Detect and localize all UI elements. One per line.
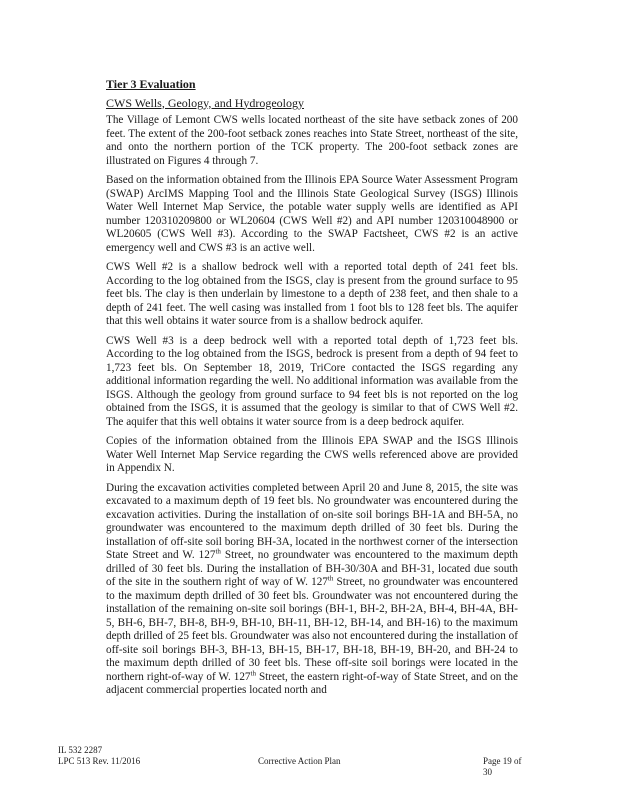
superscript: th (327, 574, 334, 583)
paragraph-appendix-reference: Copies of the information obtained from the Illinois EPA SWAP and the ISGS Illinois Water Well Internet Map Service regarding the CWS wells referenced above are provided in Appendix N. (106, 435, 518, 474)
footer-form-revision: LPC 513 Rev. 11/2016 (58, 755, 141, 766)
footer-form-number: IL 532 2287 (58, 745, 103, 755)
text-run: Street, the eastern right-of-way of State Street, and on the adjacent commercial properties located north and (106, 670, 518, 696)
footer-document-title: Corrective Action Plan (258, 756, 341, 766)
section-heading: Tier 3 Evaluation (106, 77, 196, 91)
footer-page-number: Page 19 of 30 (483, 756, 522, 777)
paragraph-cws-well-3: CWS Well #3 is a deep bedrock well with a reported total depth of 1,723 feet bls. According to the log obtained from the ISGS, bedrock is present from a depth of 94 feet to 1,723 feet bls. On September 18, 2019, TriCore contacted the ISGS regarding any additional information regarding the well. No additional information was available from the ISGS. Although the geology from ground surface to 94 feet bls is not reported on the log obtained from the ISGS, it is assumed that the geology is similar to that of CWS Well #2. The aquifer that this well obtains it water source from is a deep bedrock aquifer. (106, 334, 518, 428)
paragraph-groundwater (106, 482, 518, 698)
text-run: Street, no groundwater was encountered to the maximum depth drilled of 30 feet bls. During the installation of BH-30/30A and BH-31, located due south of the site in the southern right of way of W. 127 (106, 549, 518, 588)
paragraph-well-identification: Based on the information obtained from the Illinois EPA Source Water Assessment Program (SWAP) ArcIMS Mapping Tool and the Illinois State Geological Survey (ISGS) Illinois Water Well Internet Map Service, the potable water supply wells are identified as API number 120310209800 or WL20604 (CWS Well #2) and API number 120310048900 or WL20605 (CWS Well #3). According to the SWAP Factsheet, CWS #2 is an active emergency well and CWS #3 is an active well. (106, 174, 518, 254)
superscript: th (215, 547, 221, 556)
text-run: During the excavation activities completed between April 20 and June 8, 2015, the site was excavated to a maximum depth of 19 feet bls. No groundwater was encountered during the excavation activities. During the installation of on-site soil borings BH-1A and BH-5A, no groundwater was encountered to the maximum depth drilled of 30 feet bls. During the installation of off-site soil boring BH-3A, located in the northwest corner of the intersection State Street and W. 127 (106, 481, 518, 561)
paragraph-cws-well-2: CWS Well #2 is a shallow bedrock well with a reported total depth of 241 feet bls. According to the log obtained from the ISGS, clay is present from the ground surface to 95 feet bls. The clay is then underlain by limestone to a depth of 238 feet, and then shale to a depth of 241 feet. The well casing was installed from 1 foot bls to 128 feet bls. The aquifer that this well obtains it water source from is a shallow bedrock aquifer. (106, 261, 518, 327)
subsection-heading: CWS Wells, Geology, and Hydrogeology (106, 95, 305, 110)
form-identifier (58, 745, 140, 766)
page-body (106, 78, 518, 704)
text-run: Street, no groundwater was encountered to the maximum depth drilled of 30 feet bls. Groundwater was not encountered during the installation of the remaining on-site soil borings (BH-1, BH-2, BH-2A, BH-4, BH-4A, BH-5, BH-6, BH-7, BH-8, BH-9, BH-10, BH-11, BH-12, BH-14, and BH-16) to the maximum depth drilled of 25 feet bls. Groundwater was also not encountered during the installation of off-site soil borings BH-3, BH-13, BH-15, BH-17, BH-18, BH-19, BH-20, and BH-24 to the maximum depth drilled of 30 feet bls. These off-site soil borings were located in the northern right-of-way of W. 127 (106, 576, 519, 683)
page-footer (58, 745, 528, 775)
paragraph-setback-zones: The Village of Lemont CWS wells located northeast of the site have setback zones of 200 feet. The extent of the 200-foot setback zones reaches into State Street, northeast of the site, and onto the northern portion of the TCK property. The 200-foot setback zones are illustrated on Figures 4 through 7. (106, 114, 518, 167)
superscript: th (250, 668, 256, 677)
